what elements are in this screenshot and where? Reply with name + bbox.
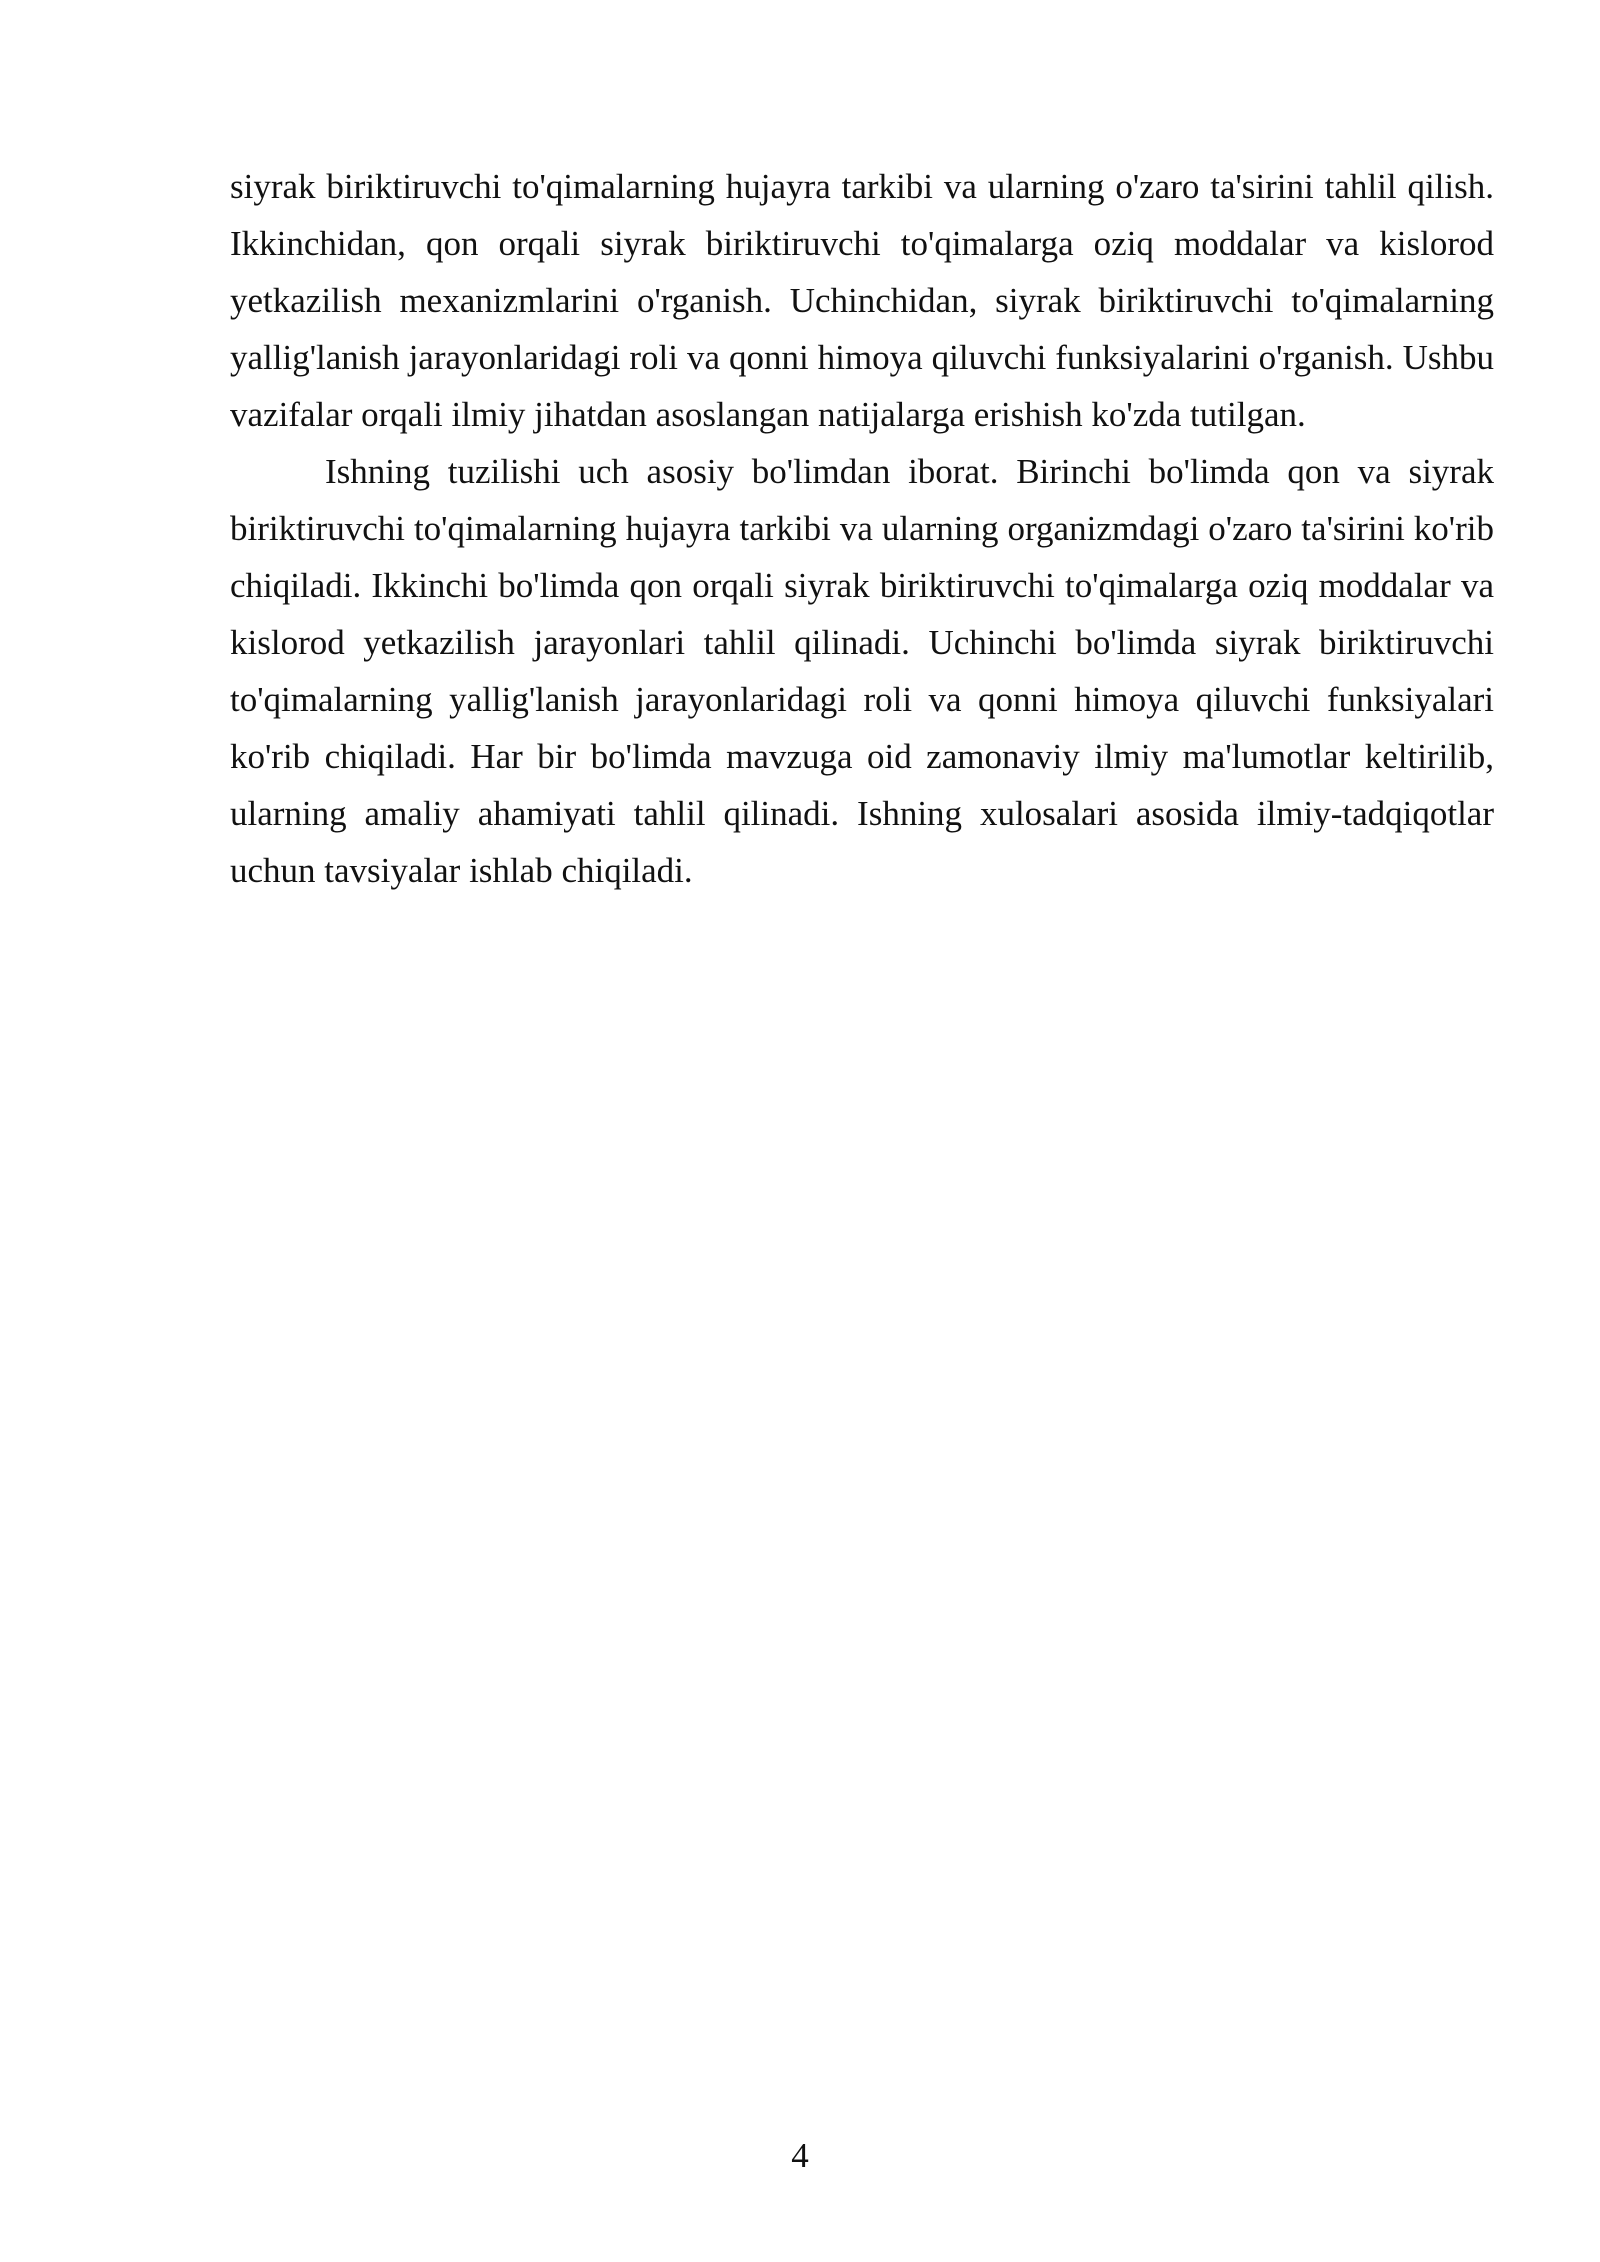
body-text xyxy=(230,158,1494,899)
paragraph-structure: Ishning tuzilishi uch asosiy bo'limdan iborat. Birinchi bo'limda qon va siyrak biriktiruvchi to'qimalarning hujayra tarkibi va ularning organizmdagi o'zaro ta'sirini ko'rib chiqiladi. Ikkinchi bo'limda qon orqali siyrak biriktiruvchi to'qimalarga oziq moddalar va kislorod yetkazilish jarayonlari tahlil qilinadi. Uchinchi bo'limda siyrak biriktiruvchi to'qimalarning yallig'lanish jarayonlaridagi roli va qonni himoya qiluvchi funksiyalari ko'rib chiqiladi. Har bir bo'limda mavzuga oid zamonaviy ilmiy ma'lumotlar keltirilib, ularning amaliy ahamiyati tahlil qilinadi. Ishning xulosalari asosida ilmiy-tadqiqotlar uchun tavsiyalar ishlab chiqiladi. xyxy=(230,452,1494,890)
page-number: 4 xyxy=(791,2136,809,2175)
paragraph-continuation: siyrak biriktiruvchi to'qimalarning hujayra tarkibi va ularning o'zaro ta'sirini tahlil qilish. Ikkinchidan, qon orqali siyrak biriktiruvchi to'qimalarga oziq moddalar va kislorod yetkazilish mexanizmlarini o'rganish. Uchinchidan, siyrak biriktiruvchi to'qimalarning yallig'lanish jarayonlaridagi roli va qonni himoya qiluvchi funksiyalarini o'rganish. Ushbu vazifalar orqali ilmiy jihatdan asoslangan natijalarga erishish ko'zda tutilgan. xyxy=(230,167,1494,434)
